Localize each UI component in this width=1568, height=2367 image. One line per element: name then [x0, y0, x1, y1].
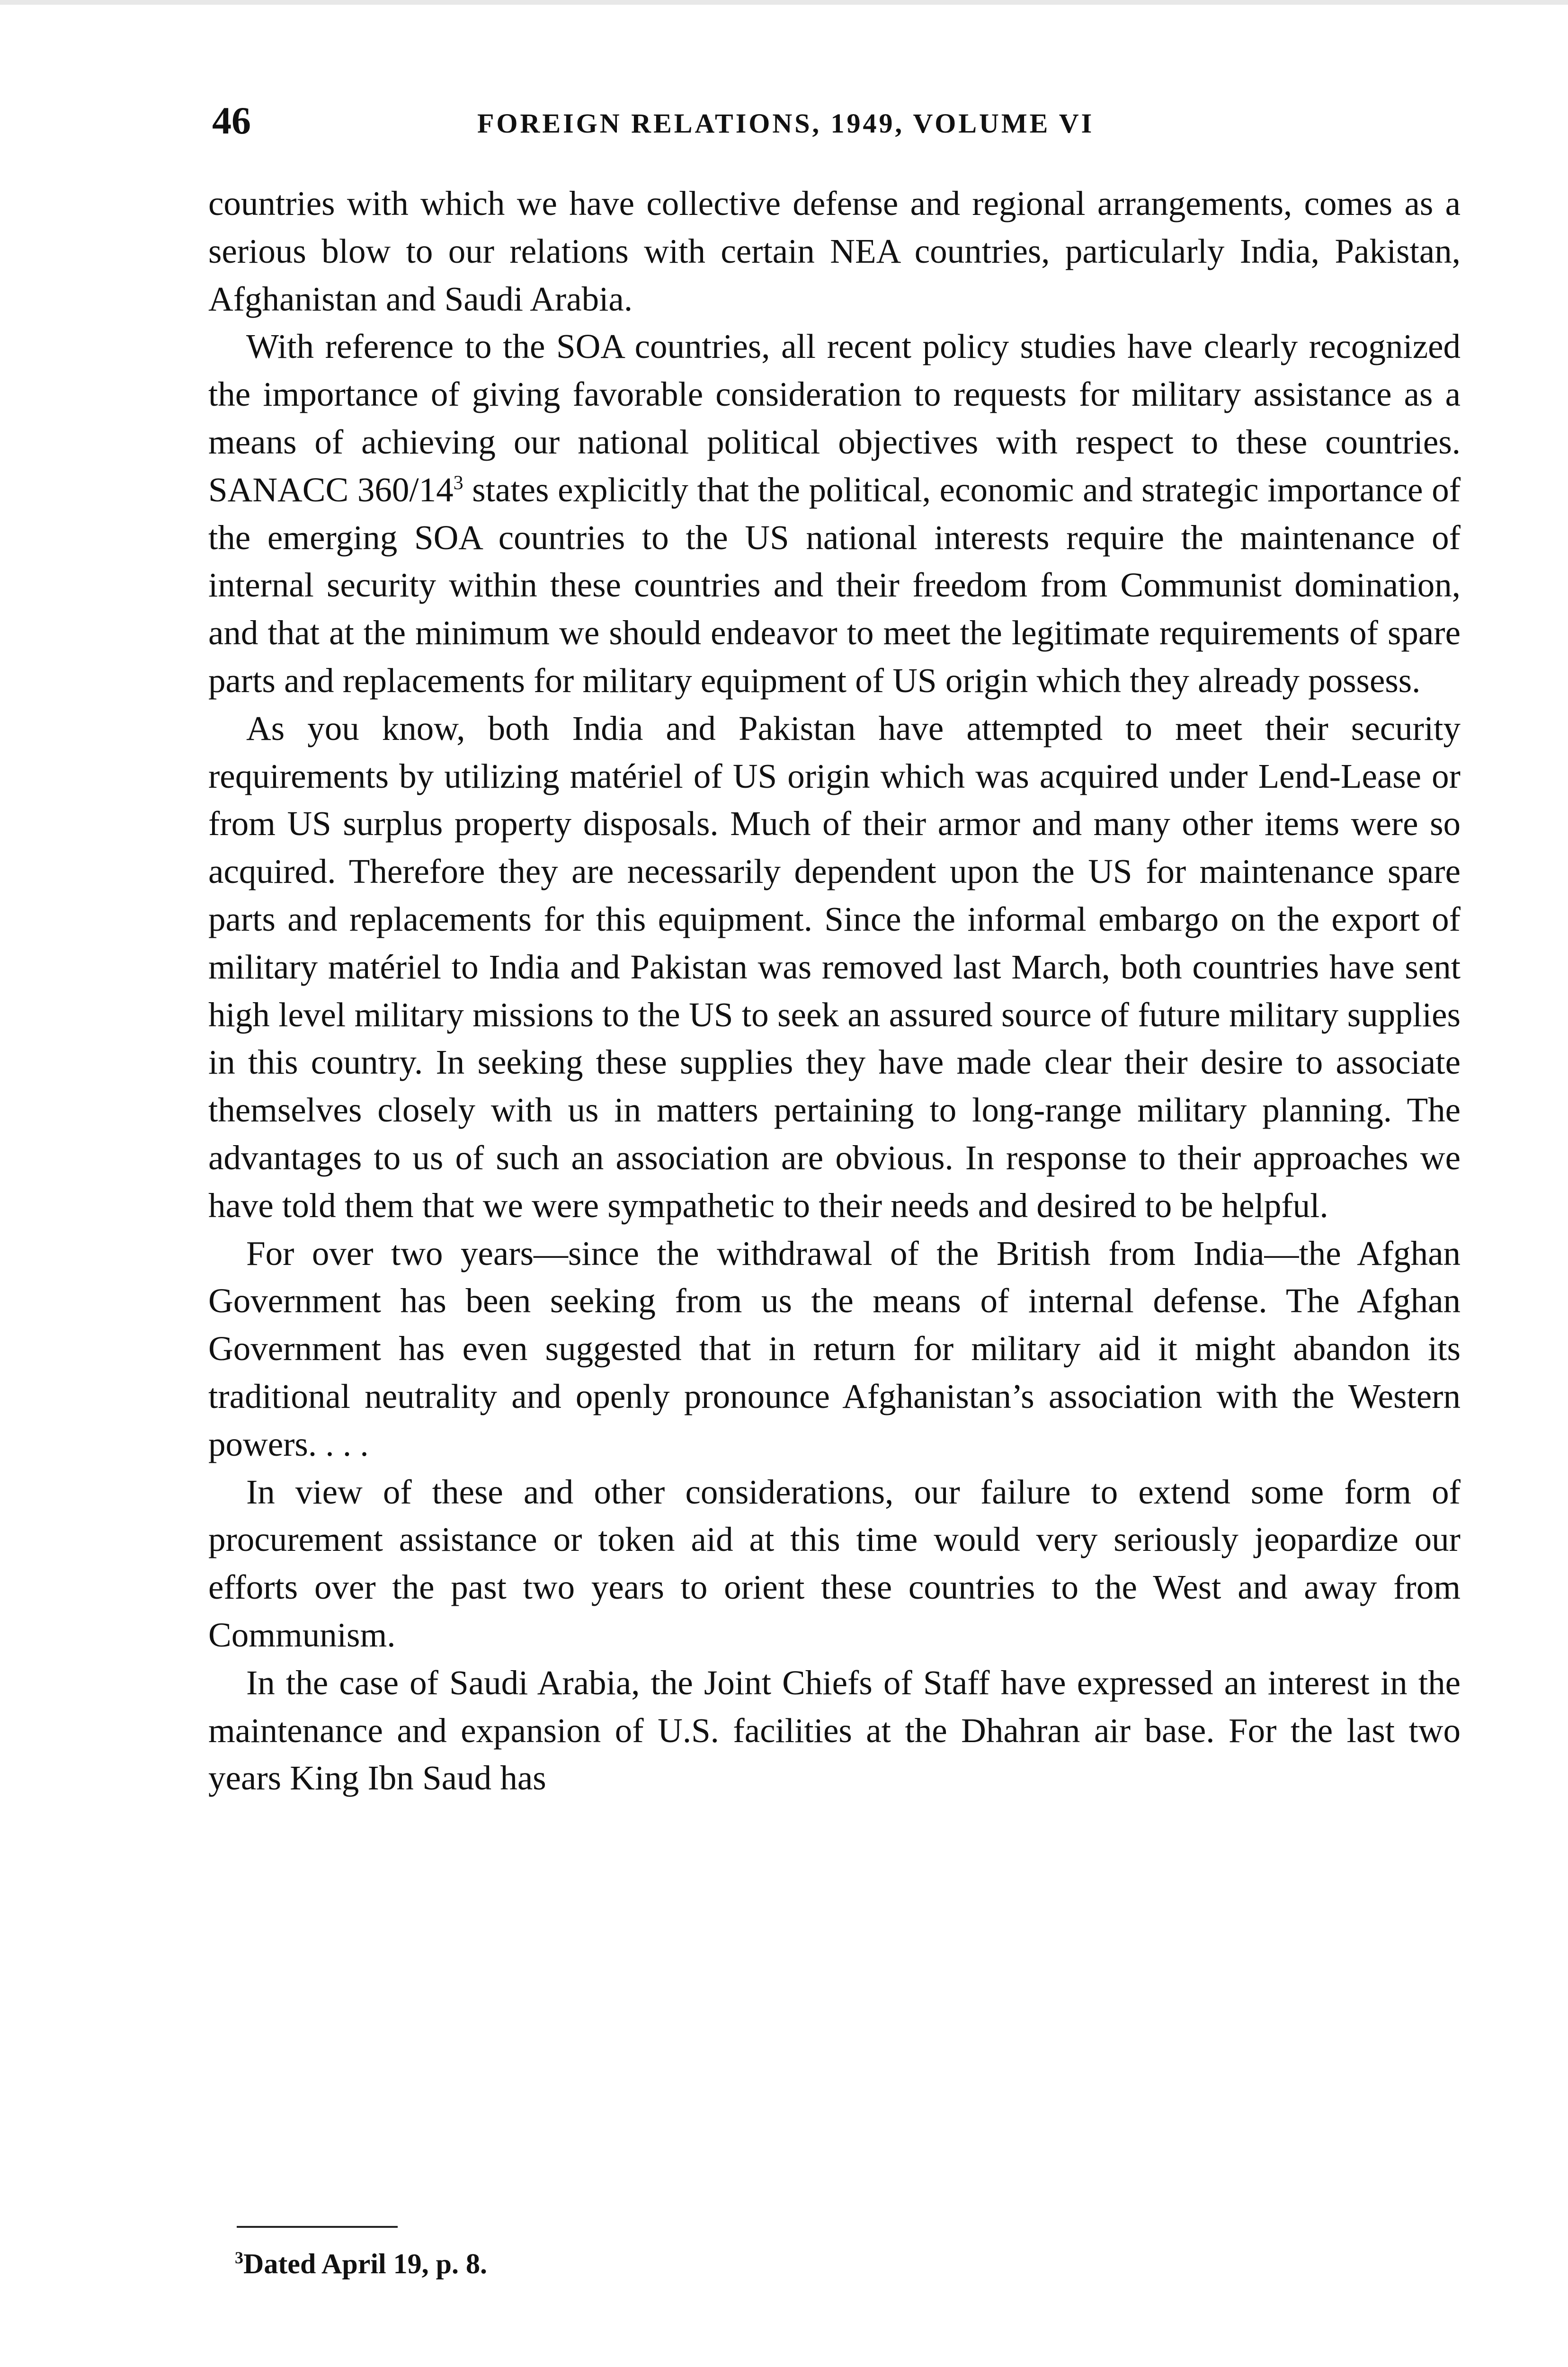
- paragraph-6: In the case of Saudi Arabia, the Joint Chiefs of Staff have expressed an interest in the maintenance and expansion of U.S. facilities at the Dhahran air base. For the last two years King Ibn Saud has: [208, 1663, 1461, 1797]
- footnote-divider: [237, 2226, 398, 2228]
- footnote-reference: 3: [453, 472, 463, 494]
- top-edge-shadow: [0, 0, 1568, 5]
- footnote-text: Dated April 19, p. 8.: [243, 2248, 488, 2279]
- page-number: 46: [212, 99, 251, 142]
- paragraph-1: countries with which we have collective defense and regional arrangements, comes as a serious blow to our relations with certain NEA countries, particularly India, Pakistan, Afghanistan and Saudi Arabia.: [208, 184, 1461, 318]
- footnote: [235, 2245, 487, 2283]
- paragraph-4: For over two years—since the withdrawal of the British from India—the Afghan Government has been seeking from us the means of internal defense. The Afghan Government has even suggested that in return for military aid it might abandon its traditional neutrality and openly pronounce Afghanistan’s association with the Western powers. . . .: [208, 1234, 1461, 1463]
- paragraph-2: [208, 323, 1461, 704]
- paragraph-3: As you know, both India and Pakistan have attempted to meet their security requirements by utilizing matériel of US origin which was acquired under Lend-Lease or from US surplus property disposals. Much of their armor and many other items were so acquired. Therefore they are necessarily dependent upon the US for maintenance spare parts and replacements for this equipment. Since the informal embargo on the export of military matériel to India and Pakistan was removed last March, both countries have sent high level military missions to the US to seek an assured source of future military supplies in this country. In seeking these supplies they have made clear their desire to associate themselves closely with us in matters pertaining to long-range military planning. The advantages to us of such an association are obvious. In response to their approaches we have told them that we were sympathetic to their needs and desired to be helpful.: [208, 709, 1461, 1225]
- running-header: [212, 95, 1464, 147]
- footnote-marker: 3: [235, 2248, 243, 2267]
- body-text: [208, 180, 1461, 1802]
- header-title: FOREIGN RELATIONS, 1949, VOLUME VI: [477, 108, 1095, 139]
- paragraph-2-text-a: With reference to the SOA countries, all recent policy studies have clearly recognized the importance of giving favorable consideration to requests for military assistance as a means of achieving our national political objectives with respect to these countries. SANACC 360/14: [208, 327, 1461, 509]
- paragraph-2-text-b: states explicitly that the political, economic and strategic importance of the emerging SOA countries to the US national interests require the maintenance of internal security within these countries and their freedom from Communist domination, and that at the minimum we should endeavor to meet the legitimate requirements of spare parts and replacements for military equipment of US origin which they already possess.: [208, 470, 1461, 700]
- paragraph-5: In view of these and other considerations, our failure to extend some form of procurement assistance or token aid at this time would very seriously jeopardize our efforts over the past two years to orient these countries to the West and away from Communism.: [208, 1472, 1461, 1654]
